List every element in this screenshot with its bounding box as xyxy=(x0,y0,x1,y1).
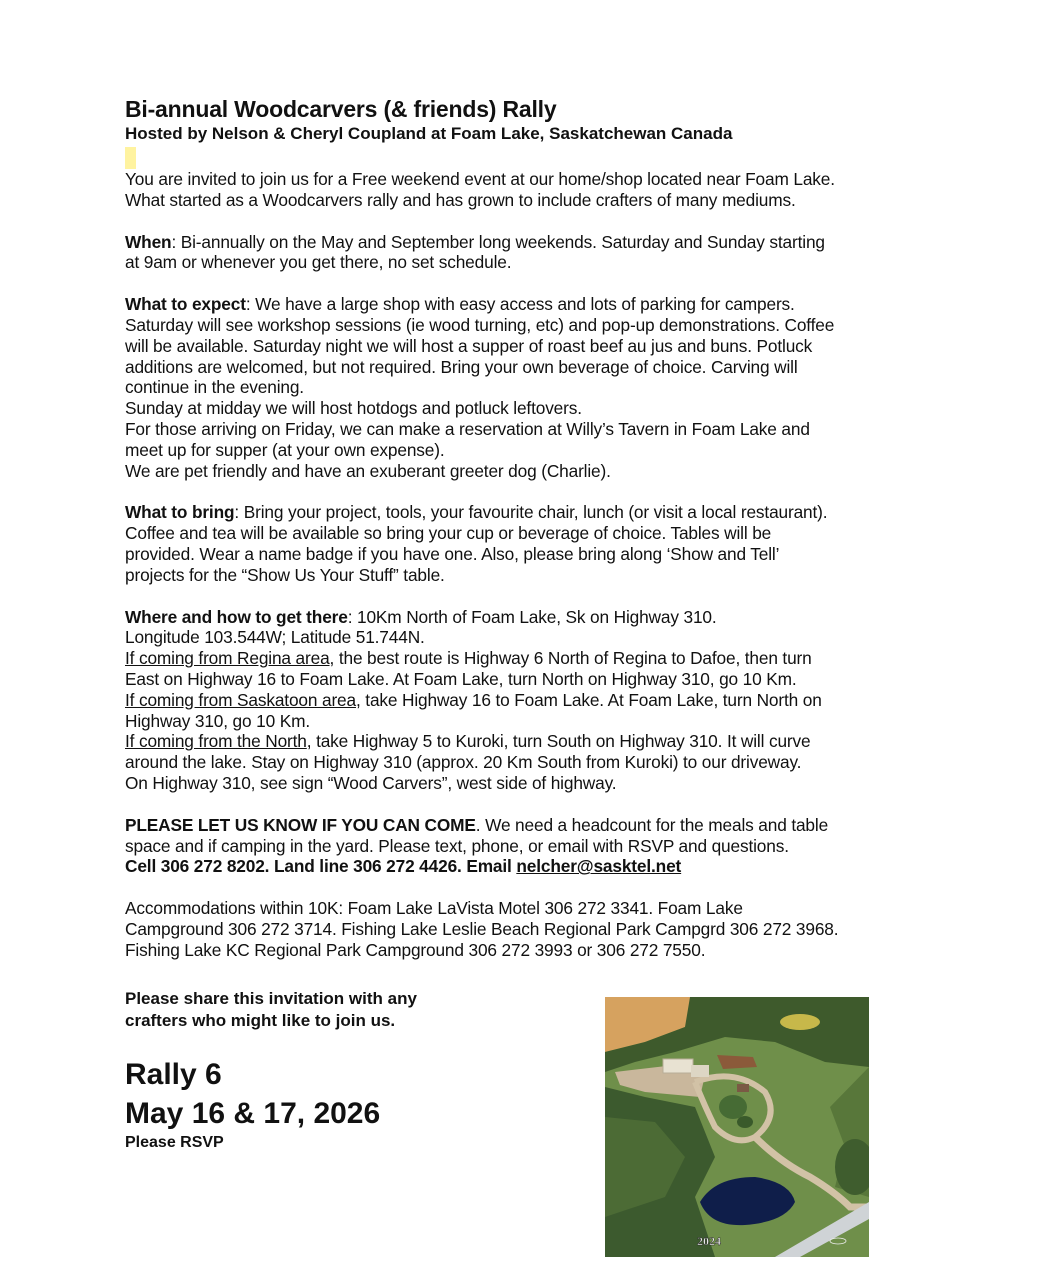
page-title: Bi-annual Woodcarvers (& friends) Rally xyxy=(125,96,557,122)
saskatoon-route-text: Highway 310, go 10 Km. xyxy=(125,710,310,731)
expect-label: What to expect xyxy=(125,294,246,315)
rsvp-heading: PLEASE LET US KNOW IF YOU CAN COME xyxy=(125,814,476,835)
expect-text: For those arriving on Friday, we can make a reservation at Willy’s Tavern in Foam Lake and xyxy=(125,418,810,439)
bring-text: projects for the “Show Us Your Stuff” table. xyxy=(125,564,445,585)
regina-route-text: , the best route is Highway 6 North of Regina to Dafoe, then turn xyxy=(329,648,812,669)
sign-text: On Highway 310, see sign “Wood Carvers”, west side of highway. xyxy=(125,772,617,793)
expect-text: Sunday at midday we will host hotdogs and potluck leftovers. xyxy=(125,398,582,419)
accommodations-section xyxy=(125,898,945,960)
rsvp-text: space and if camping in the yard. Please text, phone, or email with RSVP and questions. xyxy=(125,835,789,856)
north-route-heading: If coming from the North xyxy=(125,731,307,752)
saskatoon-route-heading: If coming from Saskatoon area xyxy=(125,689,356,710)
expect-text: Saturday will see workshop sessions (ie wood turning, etc) and pop-up demonstrations. Coffee xyxy=(125,314,835,335)
page-subtitle: Hosted by Nelson & Cheryl Coupland at Foam Lake, Saskatchewan Canada xyxy=(125,124,733,143)
intro-section xyxy=(125,169,945,211)
expect-text: We are pet friendly and have an exuberant greeter dog (Charlie). xyxy=(125,460,611,481)
regina-route-heading: If coming from Regina area xyxy=(125,648,330,669)
photo-year-caption: 2024 xyxy=(697,1234,721,1248)
expect-text: additions are welcomed, but not required. Bring your own beverage of choice. Carving will xyxy=(125,356,798,377)
north-route-text: around the lake. Stay on Highway 310 (approx. 20 Km South from Kuroki) to our driveway. xyxy=(125,752,802,773)
aerial-photo xyxy=(605,997,869,1257)
when-text: at 9am or whenever you get there, no set schedule. xyxy=(125,252,512,273)
saskatoon-route-text: , take Highway 16 to Foam Lake. At Foam Lake, turn North on xyxy=(355,689,822,710)
when-text: : Bi-annually on the May and September long weekends. Saturday and Sunday starting xyxy=(171,231,825,252)
coordinates: Longitude 103.544W; Latitude 51.744N. xyxy=(125,627,425,648)
accommodations-text: Campground 306 272 3714. Fishing Lake Leslie Beach Regional Park Campgrd 306 272 3968. xyxy=(125,918,839,939)
expect-text: continue in the evening. xyxy=(125,377,304,398)
where-text: : 10Km North of Foam Lake, Sk on Highway 310. xyxy=(347,606,717,627)
when-section xyxy=(125,232,945,274)
where-section xyxy=(125,607,945,794)
share-line: Please share this invitation with any xyxy=(125,989,417,1008)
expect-text: will be available. Saturday night we will host a supper of roast beef au jus and buns. Potluck xyxy=(125,335,813,356)
regina-route-text: East on Highway 16 to Foam Lake. At Foam Lake, turn North on Highway 310, go 10 Km. xyxy=(125,668,797,689)
contact-phones: Cell 306 272 8202. Land line 306 272 4426. Email xyxy=(125,856,517,877)
expect-section xyxy=(125,294,945,481)
rally-number: Rally 6 xyxy=(125,1058,222,1091)
email-link[interactable]: nelcher@sasktel.net xyxy=(516,856,682,877)
bring-section xyxy=(125,502,945,585)
rsvp-section xyxy=(125,815,945,877)
bring-text: : Bring your project, tools, your favourite chair, lunch (or visit a local restaurant). xyxy=(234,502,828,523)
share-note xyxy=(125,988,485,1032)
bring-text: Coffee and tea will be available so bring your cup or beverage of choice. Tables will be xyxy=(125,523,772,544)
bring-text: provided. Wear a name badge if you have one. Also, please bring along ‘Show and Tell’ xyxy=(125,543,780,564)
rsvp-text: . We need a headcount for the meals and table xyxy=(475,814,829,835)
invitation-document xyxy=(125,95,945,961)
accommodations-text: Fishing Lake KC Regional Park Campground 306 272 3993 or 306 272 7550. xyxy=(125,939,706,960)
when-label: When xyxy=(125,231,172,252)
rsvp-note: Please RSVP xyxy=(125,1134,224,1151)
share-line: crafters who might like to join us. xyxy=(125,1011,396,1030)
where-label: Where and how to get there xyxy=(125,606,348,627)
expect-text: : We have a large shop with easy access and lots of parking for campers. xyxy=(245,294,795,315)
rally-date: May 16 & 17, 2026 xyxy=(125,1097,381,1130)
north-route-text: , take Highway 5 to Kuroki, turn South on Highway 310. It will curve xyxy=(306,731,811,752)
expect-text: meet up for supper (at your own expense). xyxy=(125,439,445,460)
bring-label: What to bring xyxy=(125,502,235,523)
accommodations-text: Accommodations within 10K: Foam Lake LaVista Motel 306 272 3341. Foam Lake xyxy=(125,898,743,919)
text-cursor-highlight xyxy=(125,147,136,169)
intro-line: What started as a Woodcarvers rally and has grown to include crafters of many mediums. xyxy=(125,189,796,210)
intro-line: You are invited to join us for a Free weekend event at our home/shop located near Foam Lake. xyxy=(125,169,835,189)
